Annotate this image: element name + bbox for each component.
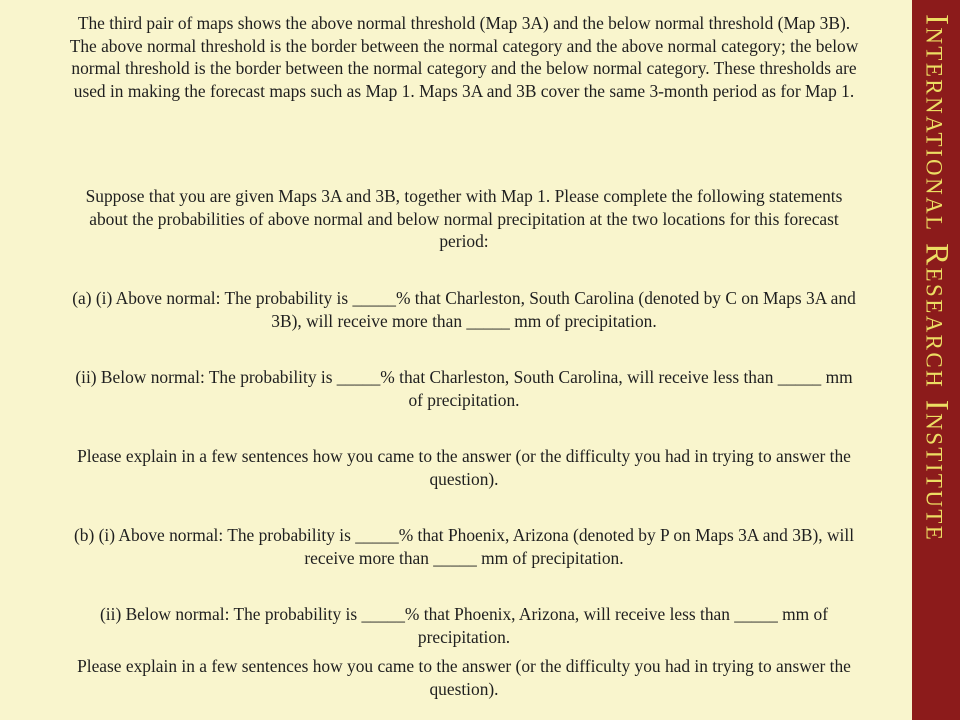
instructions-paragraph: Suppose that you are given Maps 3A and 3B, together with Map 1. Please complete the following statements about the probabilities of above normal and below normal precipitation at the two locations for this forecast period: [85,186,843,252]
question-a-ii: (ii) Below normal: The probability is _____% that Charleston, South Carolina, will receive less than _____ mm of precipitation. [75,367,853,410]
explain-prompt-b: Please explain in a few sentences how you came to the answer (or the difficulty you had in trying to answer the question). [77,656,851,699]
slide-body [40,10,888,710]
question-b-ii: (ii) Below normal: The probability is _____% that Phoenix, Arizona, will receive less than _____ mm of precipitation. [99,604,829,647]
intro-paragraph: The third pair of maps shows the above normal threshold (Map 3A) and the below normal threshold (Map 3B). The above normal threshold is the border between the normal category and the above normal category; the below normal threshold is the border between the normal category and the below normal category. These thresholds are used in making the forecast maps such as Map 1. Maps 3A and 3B cover the same 3-month period as for Map 1. [69,13,859,101]
sidebar-banner [912,0,960,720]
question-a-i: (a) (i) Above normal: The probability is _____% that Charleston, South Carolina (denoted by C on Maps 3A and 3B), will receive more than _____ mm of precipitation. [72,288,856,331]
institute-title: International Research Institute [918,14,955,543]
explain-prompt-a: Please explain in a few sentences how you came to the answer (or the difficulty you had in trying to answer the question). [77,446,851,489]
question-b-i: (b) (i) Above normal: The probability is _____% that Phoenix, Arizona (denoted by P on Maps 3A and 3B), will receive more than _____ mm of precipitation. [73,525,855,568]
